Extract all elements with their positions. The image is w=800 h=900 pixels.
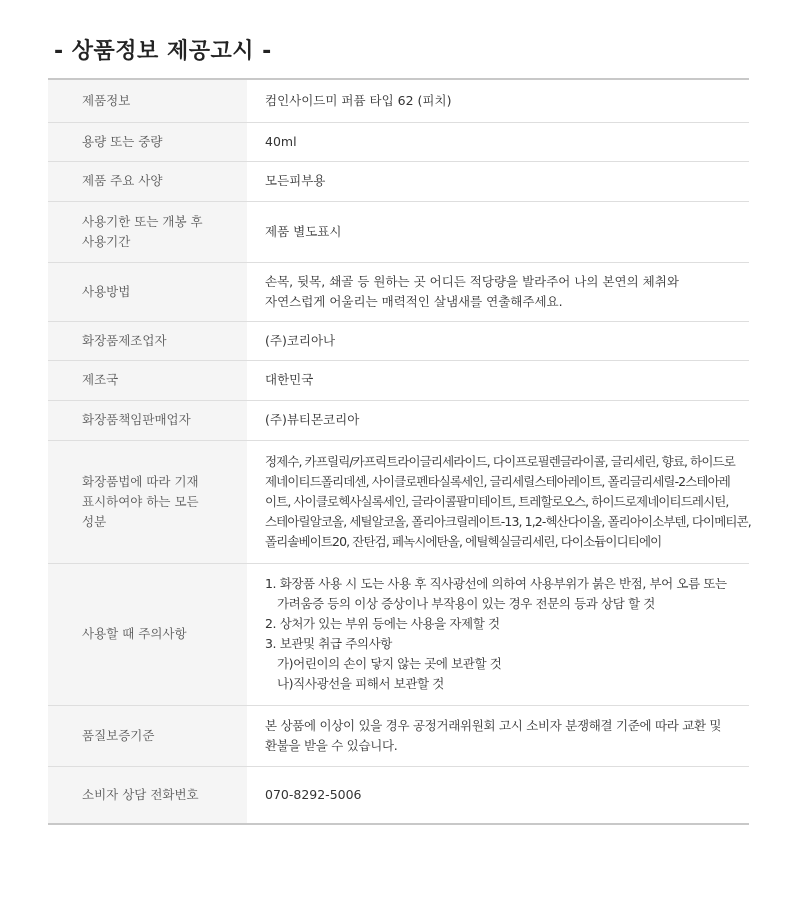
row-label: 화장품제조업자 [48, 321, 247, 360]
value-line: 가려움증 등의 이상 증상이나 부작용이 있는 경우 전문의 등과 상담 할 것 [277, 596, 655, 611]
table-row [48, 360, 749, 400]
value-line: 1. 화장품 사용 시 도는 사용 후 직사광선에 의하여 사용부위가 붉은 반점, 부어 오름 또는 [265, 576, 727, 591]
label-line: 사용기간 [82, 233, 131, 249]
row-value: 컴인사이드미 퍼퓸 타입 62 (피치) [247, 79, 749, 122]
table-row [48, 705, 749, 766]
table-row [48, 262, 749, 321]
table-row [48, 563, 749, 705]
row-label: 제품 주요 사양 [48, 161, 247, 201]
label-line: 표시하여야 하는 모든 [82, 493, 199, 509]
row-label: 화장품책임판매업자 [48, 400, 247, 440]
label-line: 화장품법에 따라 기재 [82, 473, 199, 489]
table-row [48, 122, 749, 161]
table-row [48, 201, 749, 262]
row-value [247, 440, 749, 563]
row-value: (주)뷰티몬코리아 [247, 400, 749, 440]
table-row [48, 79, 749, 122]
row-label: 제조국 [48, 360, 247, 400]
table-row [48, 766, 749, 824]
row-value: (주)코리아나 [247, 321, 749, 360]
row-label: 소비자 상담 전화번호 [48, 766, 247, 824]
row-value: 대한민국 [247, 360, 749, 400]
value-line: 나)직사광선을 피해서 보관할 것 [277, 676, 444, 691]
row-value: 070-8292-5006 [265, 786, 362, 802]
value-line: 손목, 뒷목, 쇄골 등 원하는 곳 어디든 적당량을 발라주어 나의 본연의 체취와 [265, 273, 679, 289]
row-value [247, 563, 749, 705]
value-line: 2. 상처가 있는 부위 등에는 사용을 자제할 것 [265, 616, 500, 631]
row-label: 제품정보 [48, 79, 247, 122]
value-line: 정제수, 카프릴릭/카프릭트라이글리세라이드, 다이프로필렌글라이콜, 글리세린, 향료, 하이드로 [265, 453, 735, 469]
page-title: - 상품정보 제공고시 - [54, 39, 272, 64]
row-value: 제품 별도표시 [247, 201, 749, 262]
label-line: 성분 [82, 513, 107, 529]
table-row [48, 440, 749, 563]
product-info-table [48, 78, 749, 825]
row-label: 사용할 때 주의사항 [48, 563, 247, 705]
value-line: 스테아릴알코올, 세틸알코올, 폴리아크릴레이트-13, 1,2-헥산다이올, 폴리아이소부텐, 다이메티콘, [265, 513, 751, 529]
table-row [48, 321, 749, 360]
value-line: 자연스럽게 어울리는 매력적인 살냄새를 연출해주세요. [265, 293, 563, 309]
value-line: 제네이티드폴리데센, 사이클로펜타실록세인, 글리세릴스테아레이트, 폴리글리세릴-2스테아레 [265, 473, 730, 489]
row-label [48, 440, 247, 563]
row-value [247, 705, 749, 766]
table-row [48, 161, 749, 201]
row-label: 품질보증기준 [48, 705, 247, 766]
row-label: 사용방법 [48, 262, 247, 321]
value-line: 환불을 받을 수 있습니다. [265, 737, 398, 753]
table-row [48, 400, 749, 440]
value-line: 3. 보관및 취급 주의사항 [265, 636, 392, 651]
row-value [247, 262, 749, 321]
row-label: 용량 또는 중량 [48, 122, 247, 161]
value-line: 폴리솔베이트20, 잔탄검, 페녹시에탄올, 에틸헥실글리세린, 다이소듐이디티에이 [265, 533, 662, 549]
label-line: 사용기한 또는 개봉 후 [82, 213, 203, 229]
value-line: 이트, 사이클로헥사실록세인, 글라이콜팔미테이트, 트레할로오스, 하이드로제네이티드레시틴, [265, 493, 729, 509]
row-value: 40ml [247, 122, 749, 161]
row-value: 모든피부용 [247, 161, 749, 201]
value-line: 가)어린이의 손이 닿지 않는 곳에 보관할 것 [277, 656, 502, 671]
row-label [48, 201, 247, 262]
value-line: 본 상품에 이상이 있을 경우 공정거래위원회 고시 소비자 분쟁해결 기준에 따라 교환 및 [265, 717, 722, 733]
